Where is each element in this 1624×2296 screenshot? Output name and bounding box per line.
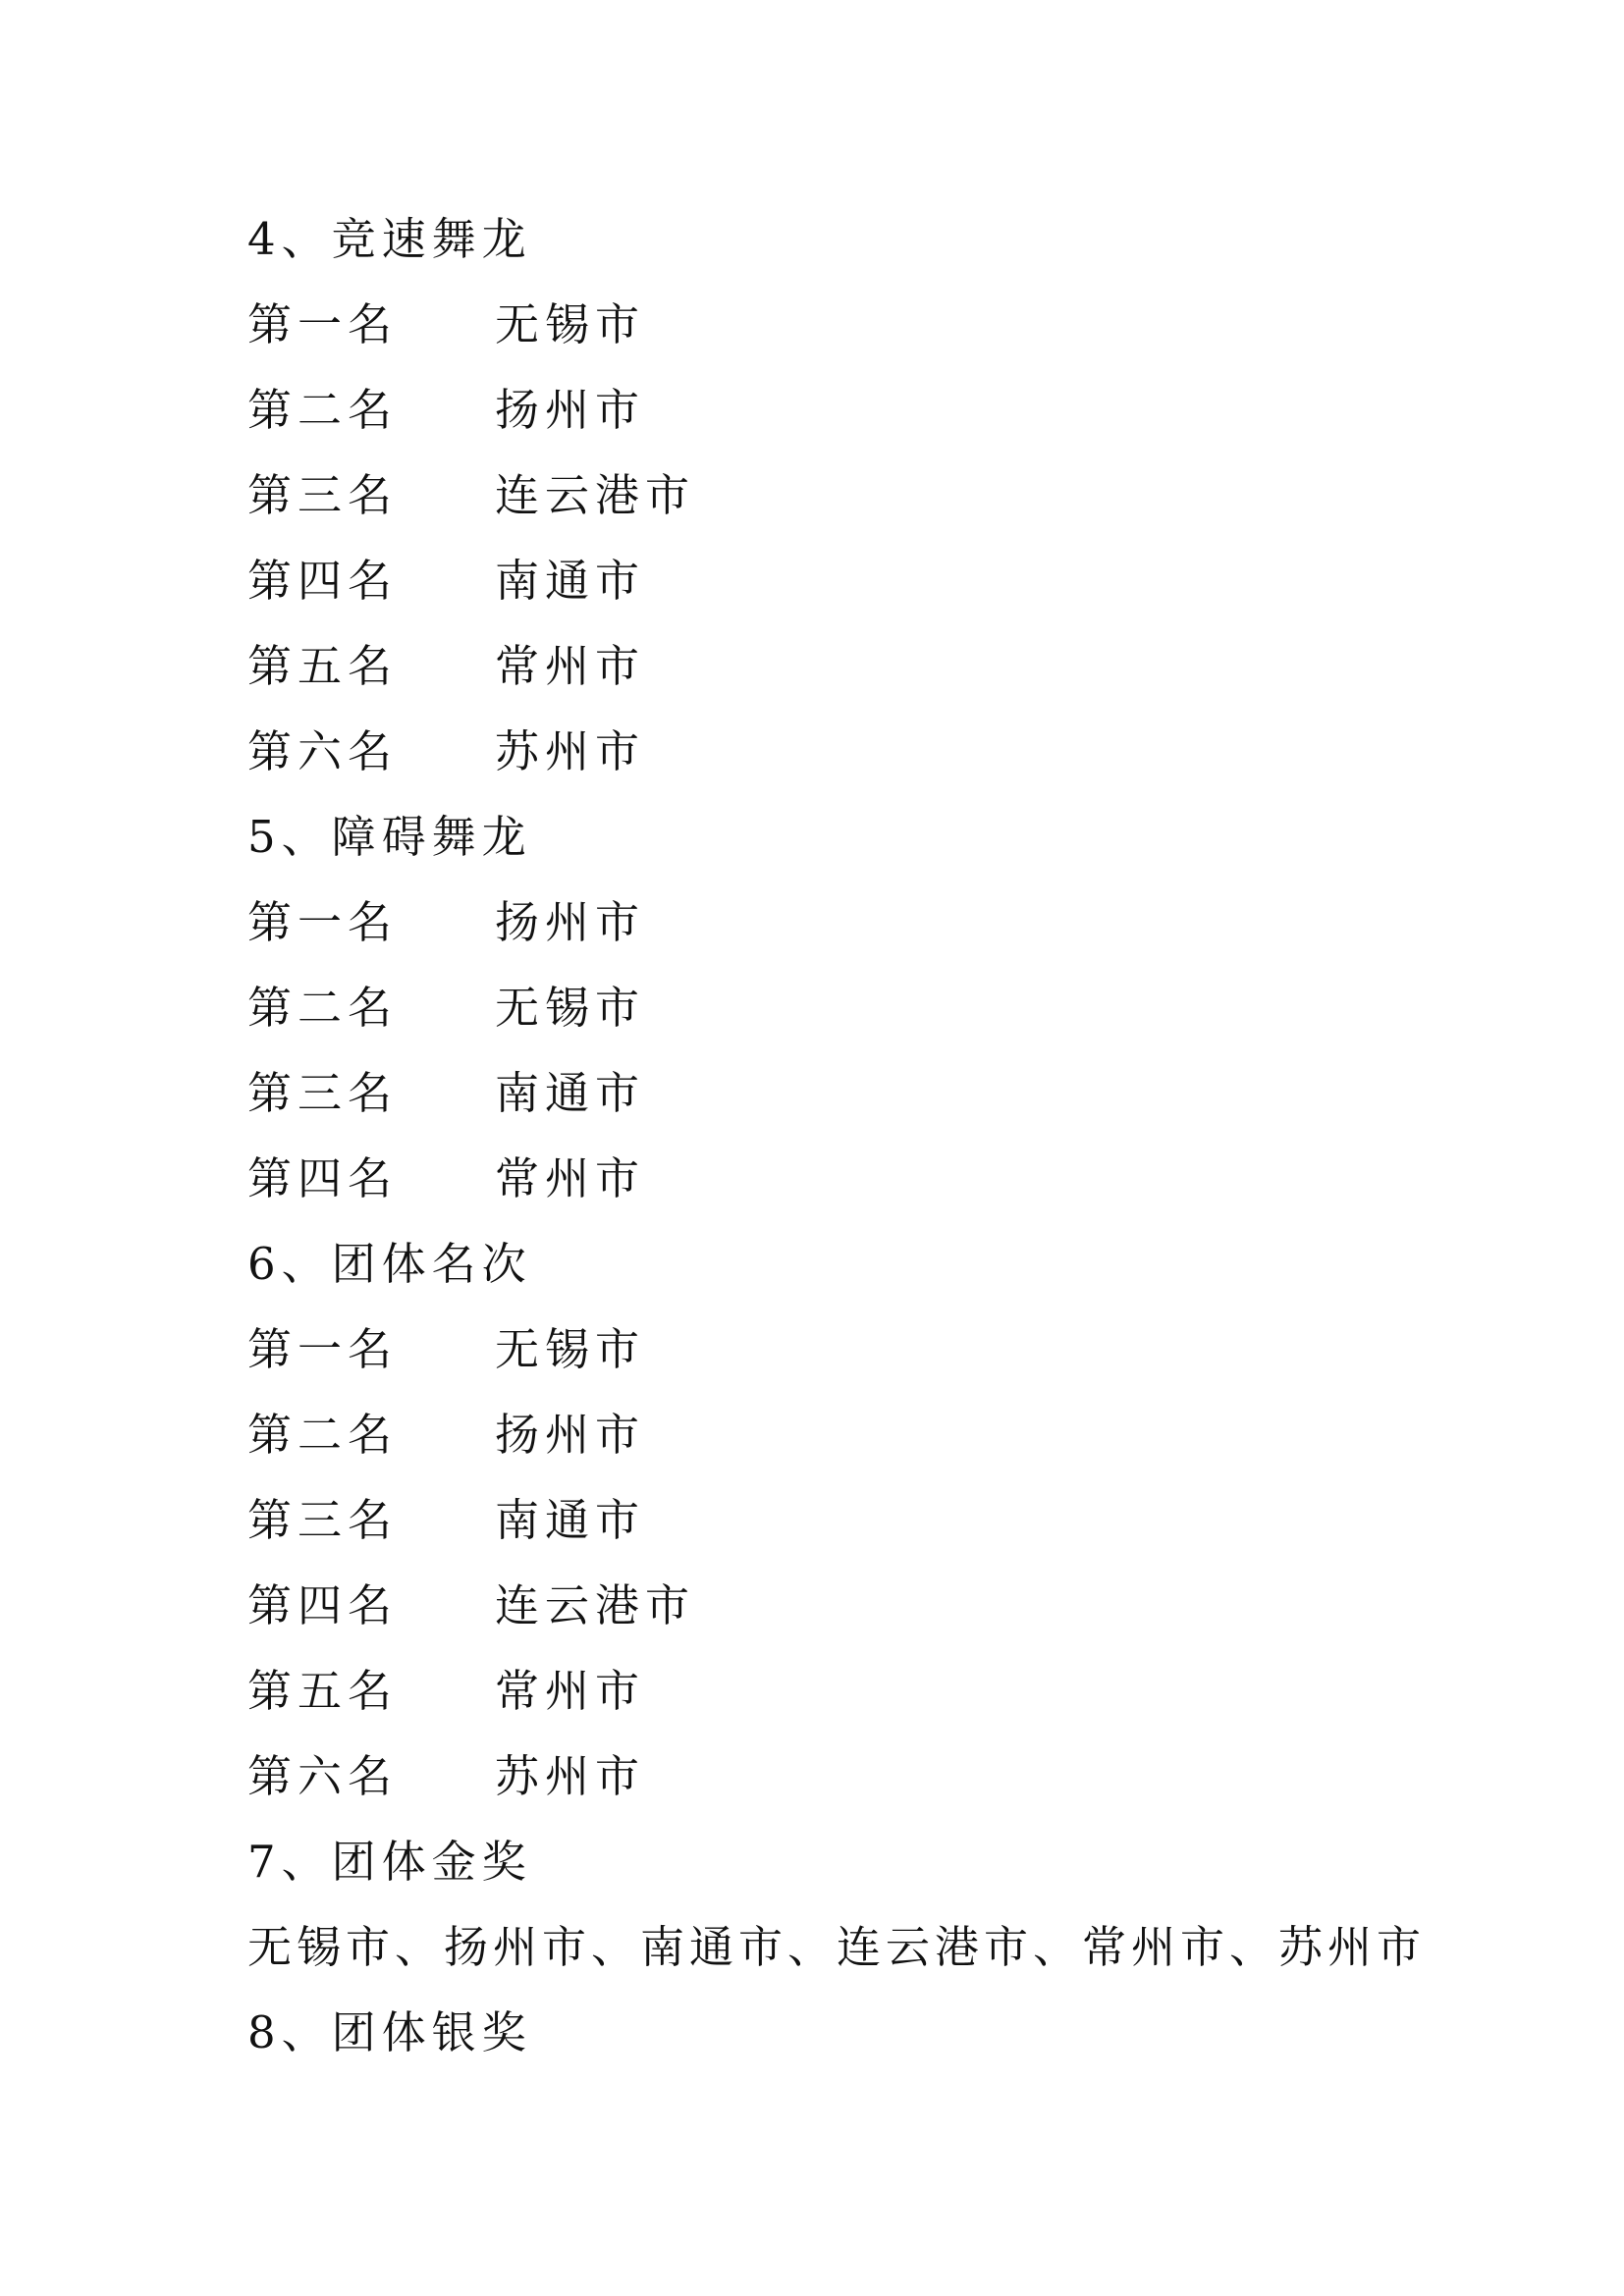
city-name: 常州市 [495,1152,646,1204]
ranking-row [247,623,645,709]
ranking-row [247,282,645,367]
ranking-row [247,538,645,623]
rank-label: 第二名 [247,1409,399,1461]
city-name: 无锡市 [495,982,646,1034]
rank-label: 第六名 [247,1750,399,1802]
ranking-row [247,1050,645,1136]
ranking-row [247,965,645,1050]
ranking-row [247,880,645,965]
ranking-row [247,1477,645,1563]
rank-label: 第四名 [247,1579,399,1631]
city-name: 苏州市 [495,1750,646,1802]
award-city-list: 无锡市、扬州市、南通市、连云港市、常州市、苏州市 [247,1921,1427,1973]
rank-label: 第一名 [247,1323,399,1375]
city-name: 南通市 [495,555,646,607]
rank-label: 第三名 [247,1067,399,1119]
ranking-row [247,1648,645,1734]
rank-label: 第二名 [247,384,399,436]
ranking-row [247,1392,645,1477]
rank-label: 第一名 [247,298,399,350]
city-name: 无锡市 [495,298,646,350]
city-name: 无锡市 [495,1323,646,1375]
city-name: 扬州市 [495,1409,646,1461]
rank-label: 第三名 [247,469,399,521]
rank-label: 第五名 [247,640,399,692]
ranking-row [247,367,645,453]
section-heading: 5、障碍舞龙 [247,811,532,863]
ranking-row [247,1563,695,1648]
rank-label: 第二名 [247,982,399,1034]
city-name: 南通市 [495,1494,646,1546]
rank-label: 第四名 [247,1152,399,1204]
ranking-row [247,1136,645,1221]
city-name: 扬州市 [495,384,646,436]
ranking-row [247,453,695,538]
rank-label: 第三名 [247,1494,399,1546]
city-name: 常州市 [495,640,646,692]
rank-label: 第五名 [247,1665,399,1717]
section-heading: 8、团体银奖 [247,2006,532,2058]
city-name: 连云港市 [495,1579,696,1631]
city-name: 连云港市 [495,469,696,521]
city-name: 苏州市 [495,725,646,777]
rank-label: 第六名 [247,725,399,777]
section-heading: 4、竞速舞龙 [247,213,532,265]
ranking-row [247,1734,645,1819]
ranking-row [247,709,645,794]
section-heading: 7、团体金奖 [247,1836,532,1888]
rank-label: 第一名 [247,896,399,948]
city-name: 扬州市 [495,896,646,948]
city-name: 常州市 [495,1665,646,1717]
city-name: 南通市 [495,1067,646,1119]
section-heading: 6、团体名次 [247,1238,532,1290]
ranking-row [247,1307,645,1392]
rank-label: 第四名 [247,555,399,607]
